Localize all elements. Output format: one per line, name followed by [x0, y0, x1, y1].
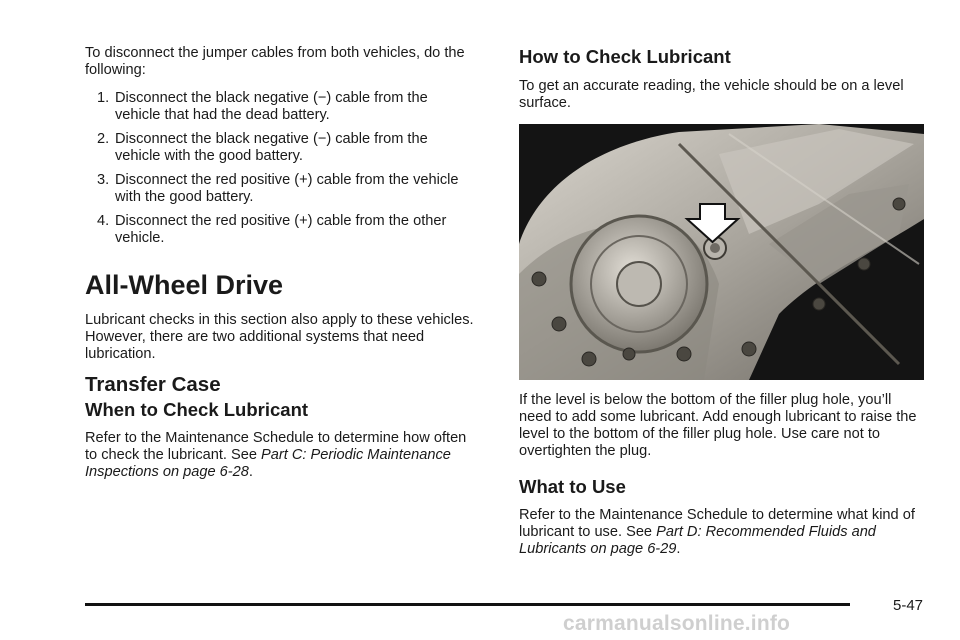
step-number: 3. — [97, 172, 110, 188]
step-number: 1. — [97, 90, 110, 106]
watermark: carmanualsonline.info — [563, 612, 791, 635]
when-to-check-body: Refer to the Maintenance Schedule to determine how often to check the lubricant. See Part C: Periodic Maintenance Inspections on page 6-28. — [85, 430, 467, 480]
level-body: If the level is below the bottom of the filler plug hole, you’ll need to add some lubricant. Add enough lubricant to raise the level to the bottom of the filler plug hole. Use care not to overtighten the plug. — [519, 392, 917, 459]
step-number: 4. — [97, 213, 110, 229]
awd-body: Lubricant checks in this section also apply to these vehicles. However, there are two additional systems that need lubrication. — [85, 312, 474, 362]
page-number: 5-47 — [893, 597, 924, 614]
awd-heading: All-Wheel Drive — [85, 270, 284, 300]
step-text: Disconnect the red positive (+) cable from the other vehicle. — [115, 213, 447, 246]
transfer-case-heading: Transfer Case — [85, 373, 221, 396]
step-number: 2. — [97, 131, 110, 147]
step-text: Disconnect the black negative (−) cable from the vehicle with the good battery. — [115, 131, 428, 164]
list-item — [85, 213, 477, 247]
maintenance-reference-link[interactable]: Part C: Periodic Maintenance Inspections on page 6-28 — [85, 447, 451, 480]
step-text: Disconnect the black negative (−) cable from the vehicle that had the dead battery. — [115, 90, 428, 123]
what-to-use-body: Refer to the Maintenance Schedule to determine what kind of lubricant to use. See Part D: Recommended Fluids and Lubricants on page 6-29. — [519, 507, 915, 557]
what-to-use-heading: What to Use — [519, 476, 626, 497]
list-item — [85, 172, 477, 206]
how-to-check-body: To get an accurate reading, the vehicle should be on a level surface. — [519, 78, 904, 111]
transfer-case-illustration — [519, 124, 924, 380]
step-text: Disconnect the red positive (+) cable from the vehicle with the good battery. — [115, 172, 459, 205]
how-to-check-heading: How to Check Lubricant — [519, 46, 731, 67]
transfer-case-photo — [519, 124, 924, 380]
list-item — [85, 90, 477, 124]
list-item — [85, 131, 477, 165]
when-to-check-heading: When to Check Lubricant — [85, 399, 309, 420]
disconnect-steps — [85, 90, 477, 254]
intro-text: To disconnect the jumper cables from both vehicles, do the following: — [85, 45, 465, 78]
footer-rule — [85, 603, 850, 606]
fluids-reference-link[interactable]: Part D: Recommended Fluids and Lubricants on page 6-29 — [519, 524, 876, 557]
